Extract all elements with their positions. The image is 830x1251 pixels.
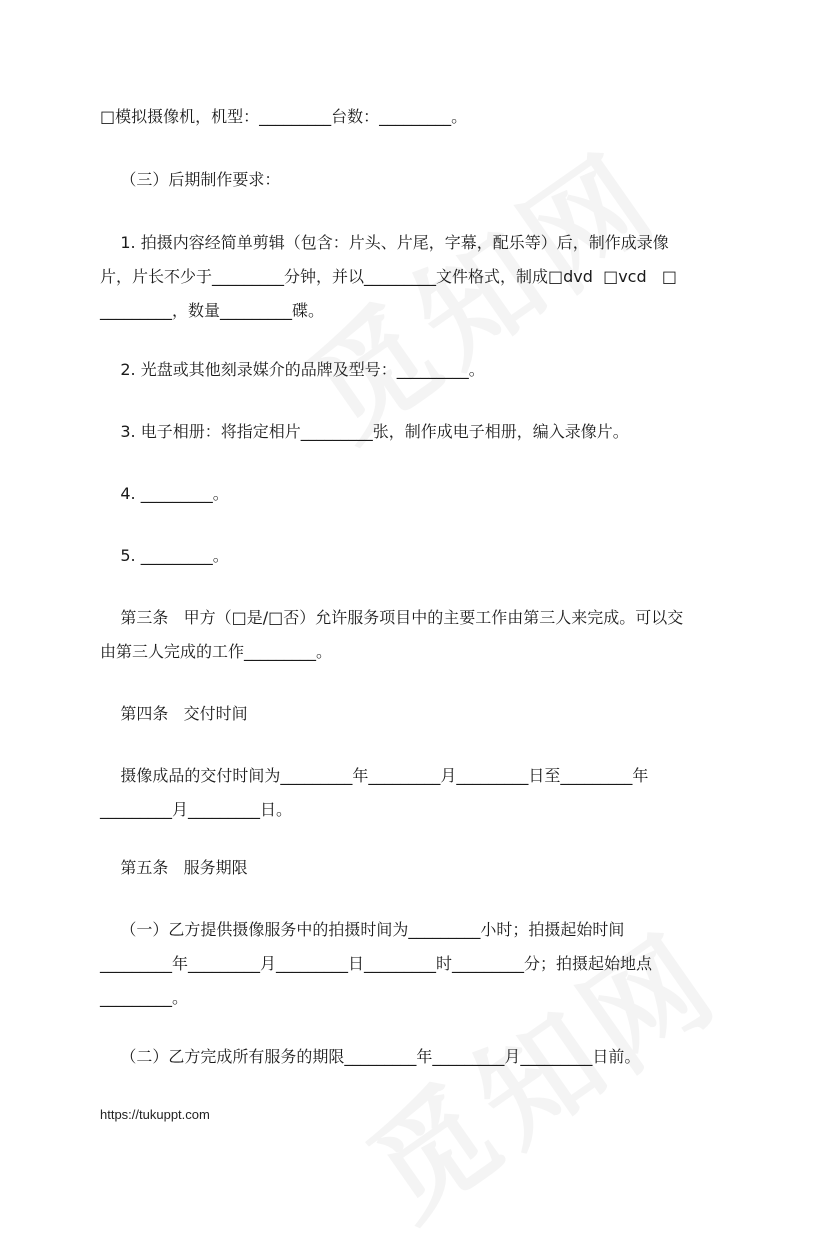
footer-url[interactable]: https://tukuppt.com xyxy=(100,1107,210,1122)
article-4-heading: 第四条 交付时间 xyxy=(100,704,248,723)
article-3-line-2: 由第三人完成的工作_________。 xyxy=(100,642,333,661)
service-period-2-line: （二）乙方完成所有服务的期限_________年_________月_________日前。 xyxy=(100,1047,641,1066)
service-period-1-line-3: _________。 xyxy=(100,988,189,1007)
service-period-1-line-1: （一）乙方提供摄像服务中的拍摄时间为_________小时；拍摄起始时间 xyxy=(100,920,625,939)
item-1-line-1: 1. 拍摄内容经简单剪辑（包含：片头、片尾，字幕，配乐等）后，制作成录像 xyxy=(100,233,669,252)
post-production-heading: （三）后期制作要求： xyxy=(100,170,281,189)
article-3-line-1: 第三条 甲方（□是/□否）允许服务项目中的主要工作由第三人来完成。可以交 xyxy=(100,608,684,627)
item-5-line: 5. _________。 xyxy=(100,546,229,565)
delivery-time-line-2: _________月_________日。 xyxy=(100,800,293,819)
item-4-line: 4. _________。 xyxy=(100,484,229,503)
item-3-line: 3. 电子相册：将指定相片_________张，制作成电子相册，编入录像片。 xyxy=(100,422,629,441)
analog-camera-line: □模拟摄像机，机型：_________台数：_________。 xyxy=(100,107,468,126)
article-5-heading: 第五条 服务期限 xyxy=(100,858,248,877)
service-period-1-line-2: _________年_________月_________日_________时_________分；拍摄起始地点 xyxy=(100,954,653,973)
delivery-time-line-1: 摄像成品的交付时间为_________年_________月_________日至_________年 xyxy=(100,766,649,785)
item-1-line-2: 片，片长不少于_________分钟，并以_________文件格式，制成□dvd □vcd □ xyxy=(100,267,677,286)
item-1-line-3: _________，数量_________碟。 xyxy=(100,301,325,320)
item-2-line: 2. 光盘或其他刻录媒介的品牌及型号：_________。 xyxy=(100,360,485,379)
